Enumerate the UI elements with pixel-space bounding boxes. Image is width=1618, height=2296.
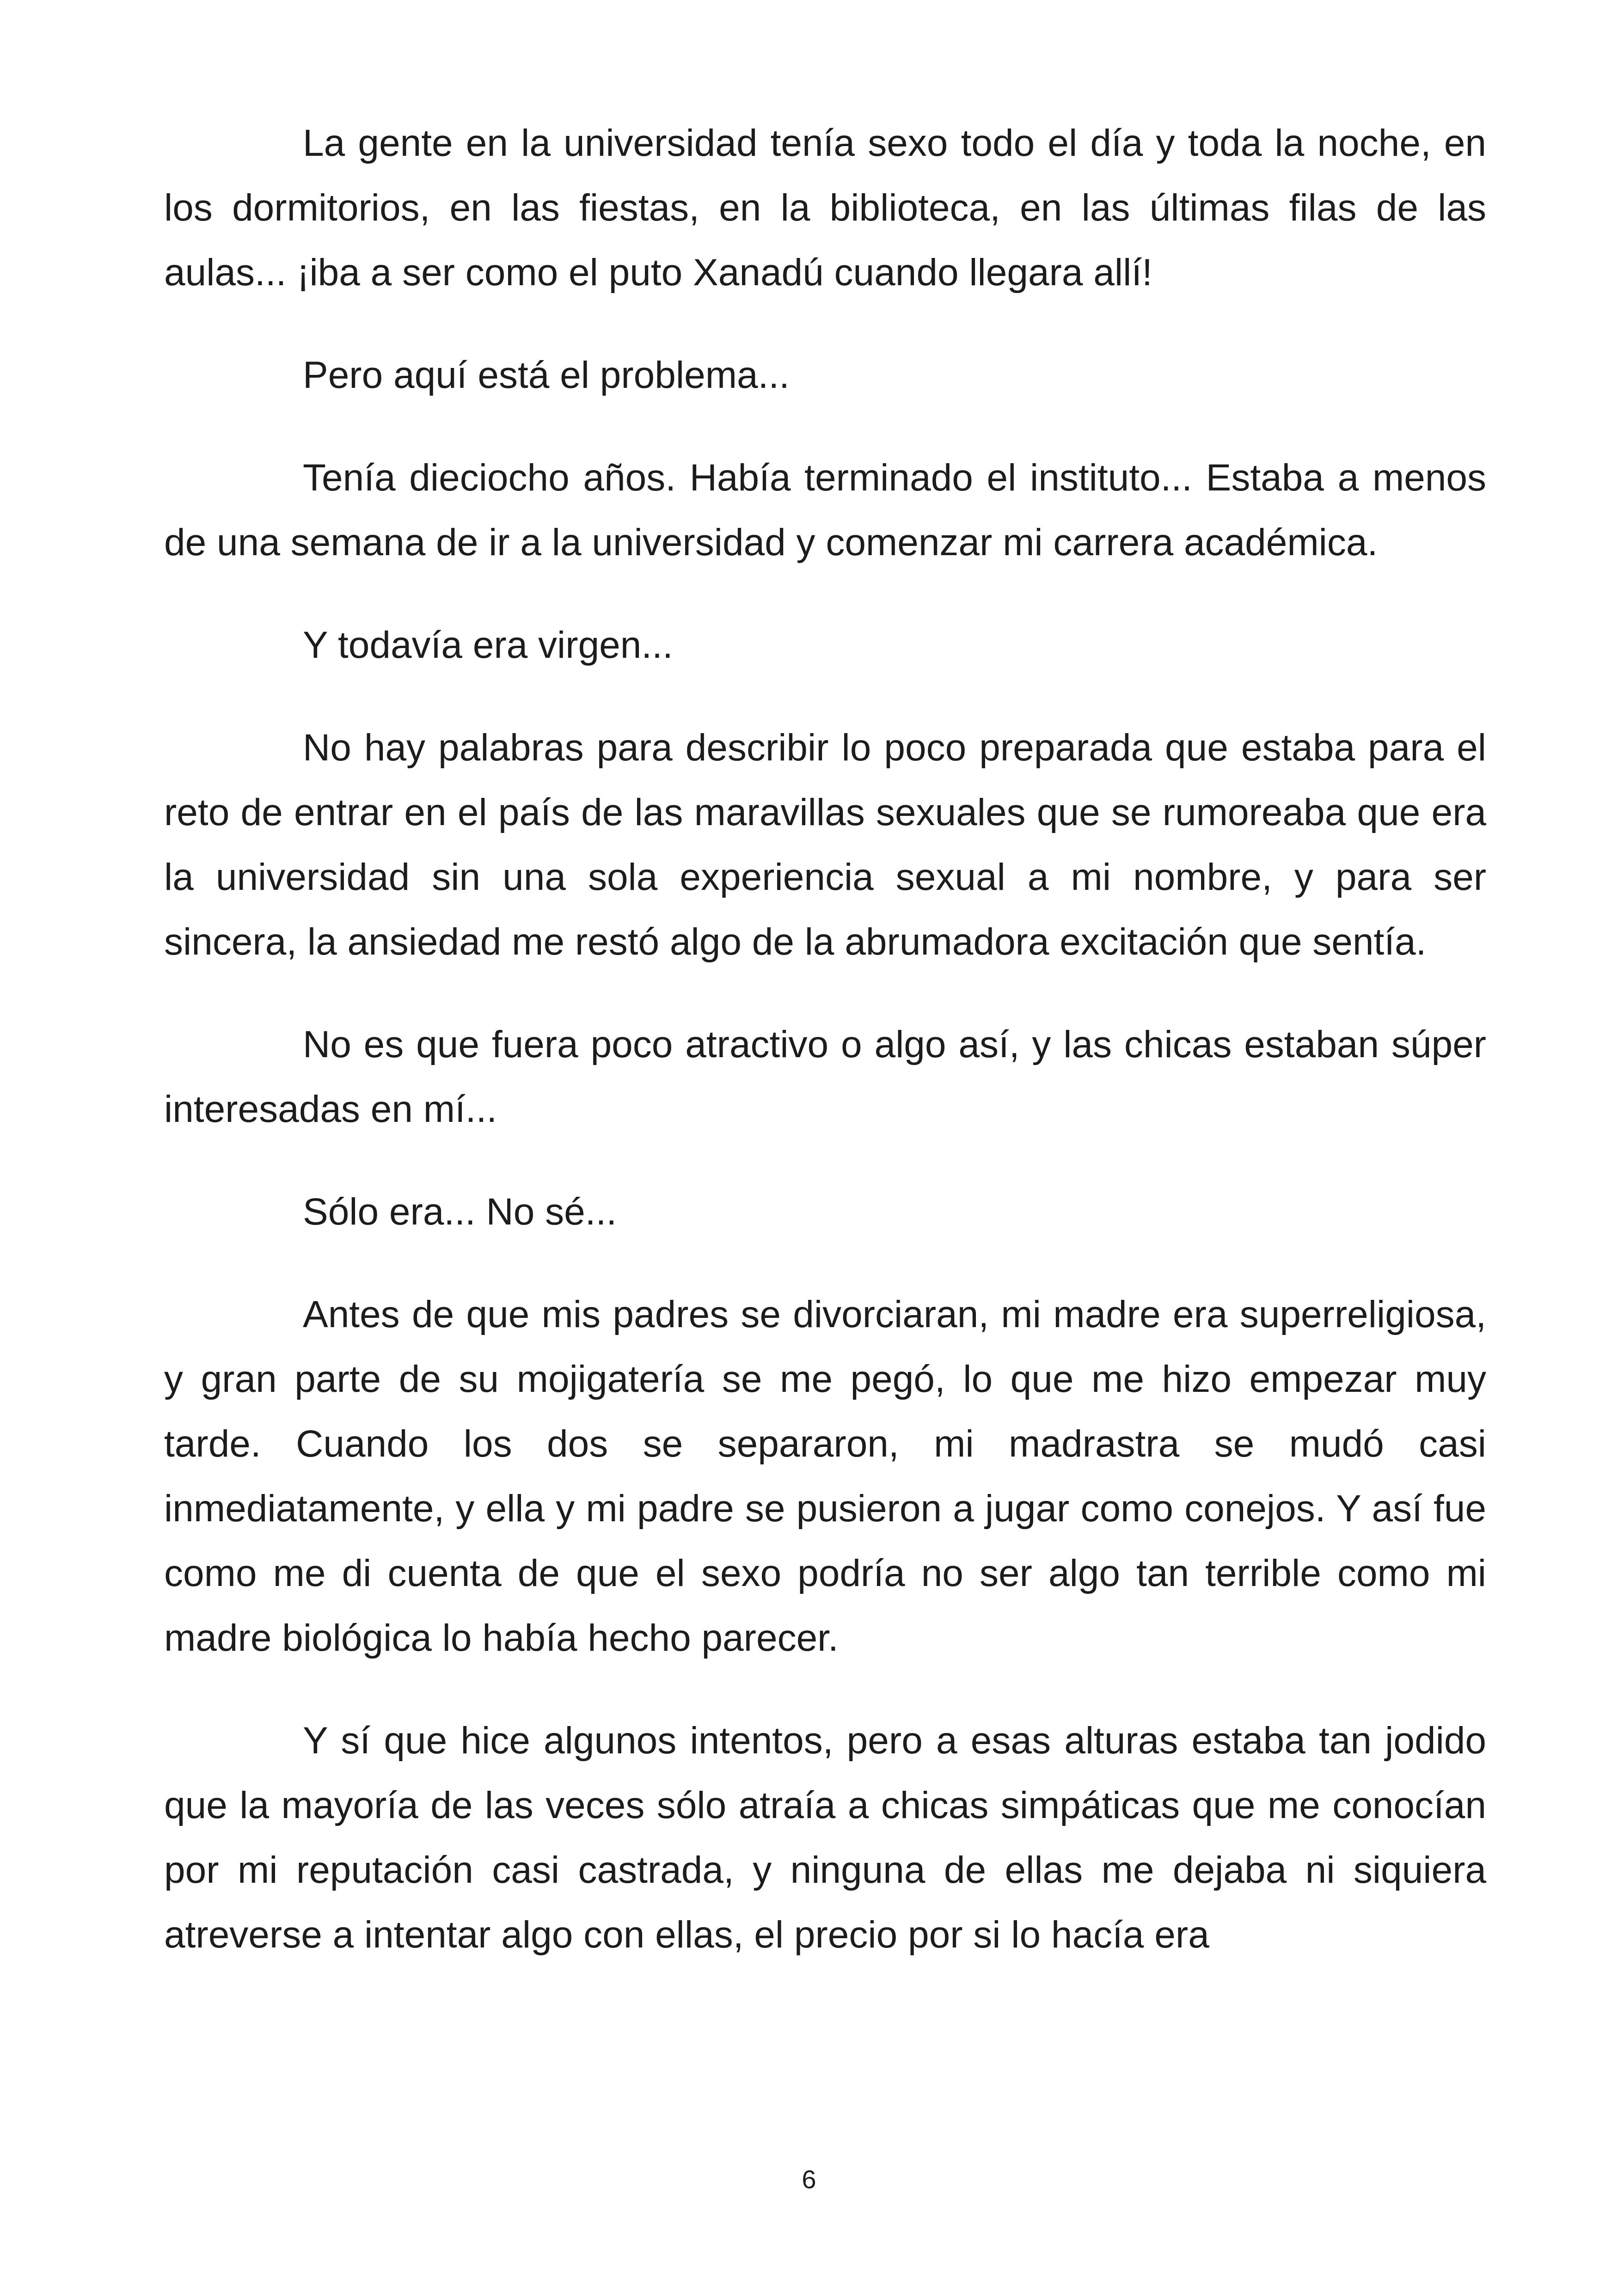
paragraph: Pero aquí está el problema... — [303, 354, 790, 396]
paragraph: Y todavía era virgen... — [303, 624, 673, 666]
paragraph: Sólo era... No sé... — [303, 1191, 617, 1233]
page-number: 6 — [802, 2165, 816, 2194]
paragraph: Tenía dieciocho años. Había terminado el instituto... Estaba a menos de una semana de ir a la universidad y comenzar mi carrera académica. — [164, 457, 1486, 563]
paragraph: Y sí que hice algunos intentos, pero a esas alturas estaba tan jodido que la mayoría de las veces sólo atraía a chicas simpáticas que me conocían por mi reputación casi castrada, y ninguna de ellas me dejaba ni siquiera atreverse a intentar algo con ellas, el precio por si lo hacía era — [164, 1720, 1486, 1956]
paragraph: La gente en la universidad tenía sexo todo el día y toda la noche, en los dormitorios, en las fiestas, en la biblioteca, en las últimas filas de las aulas... ¡iba a ser como el puto Xanadú cuando llegara allí! — [164, 122, 1486, 294]
paragraph: Antes de que mis padres se divorciaran, mi madre era superreligiosa, y gran parte de su mojigatería se me pegó, lo que me hizo empezar muy tarde. Cuando los dos se separaron, mi madrastra se mudó casi inmediatamente, y ella y mi padre se pusieron a jugar como conejos. Y así fue como me di cuenta de que el sexo podría no ser algo tan terrible como mi madre biológica lo había hecho parecer. — [164, 1293, 1486, 1659]
paragraph: No es que fuera poco atractivo o algo así, y las chicas estaban súper interesadas en mí... — [164, 1023, 1486, 1130]
body-text — [164, 111, 1486, 1967]
paragraph: No hay palabras para describir lo poco preparada que estaba para el reto de entrar en el país de las maravillas sexuales que se rumoreaba que era la universidad sin una sola experiencia sexual a mi nombre, y para ser sincera, la ansiedad me restó algo de la abrumadora excitación que sentía. — [164, 727, 1486, 963]
